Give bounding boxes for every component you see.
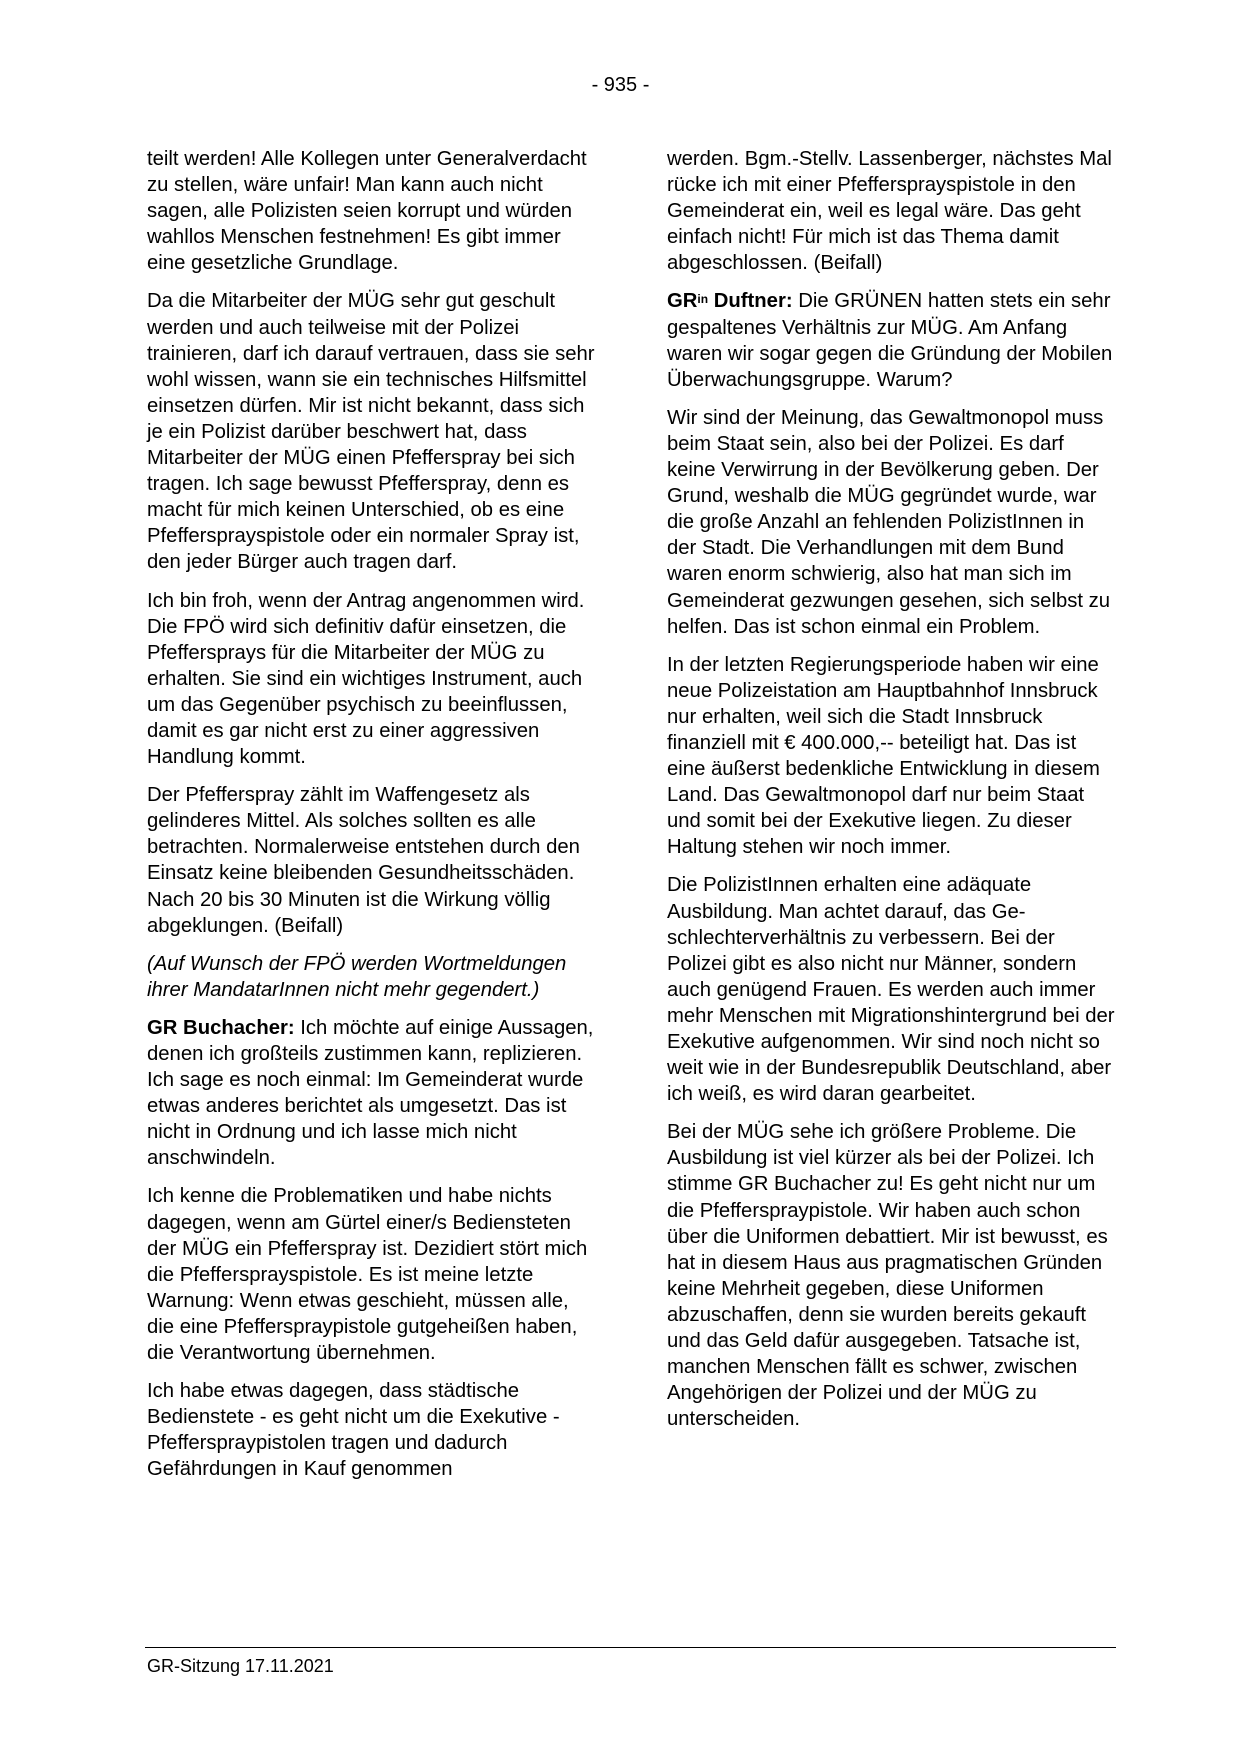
speaker-name bbox=[667, 290, 793, 312]
paragraph: Da die Mitarbeiter der MÜG sehr gut geschult werden und auch teilweise mit der Polizei trainieren, darf ich darauf vertrauen, dass sie sehr wohl wissen, wann sie ein technisches Hilfsmittel einsetzen dürfen. Mir ist nicht bekannt, dass sich je ein Polizist darüber beschwert hat, dass Mitarbeiter der MÜG einen Pfefferspray bei sich tragen. Ich sage bewusst Pfefferspray, denn es macht für mich keinen Unterschied, ob es eine Pfeffersprayspistole oder ein normaler Spray ist, den jeder Bürger auch tragen darf. bbox=[147, 290, 595, 574]
editorial-note: (Auf Wunsch der FPÖ werden Wortmeldungen ihrer MandatarInnen nicht mehr gegendert.) bbox=[147, 952, 567, 1001]
speech-paragraph bbox=[667, 288, 1115, 392]
speech-text: Die GRÜNEN hatten stets ein sehr gespaltenes Verhältnis zur MÜG. Am Anfang waren wir sogar gegen die Gründung der Mobilen Überwachungsgruppe. Warum? bbox=[667, 290, 1113, 391]
left-column bbox=[147, 146, 595, 1495]
speaker-surname: Duftner: bbox=[708, 290, 793, 313]
speaker-prefix: GR bbox=[667, 290, 698, 313]
paragraph: Bei der MÜG sehe ich größere Probleme. Die Ausbildung ist viel kürzer als bei der Polizei. Ich stimme GR Buchacher zu! Es geht nicht nur um die Pfefferspraypistole. Wir haben auch schon über die Uniformen debattiert. Mir ist bewusst, es hat in diesem Haus aus pragmatischen Gründen keine Mehrheit gegeben, diese Uniformen abzuschaffen, denn sie wurden bereits gekauft und das Geld dafür ausgegeben. Tatsache ist, manchen Menschen fällt es schwer, zwischen Angehörigen der Polizei und der MÜG zu unterscheiden. bbox=[667, 1121, 1108, 1431]
footer-session-date: GR-Sitzung 17.11.2021 bbox=[147, 1656, 334, 1676]
footer-divider bbox=[145, 1647, 1116, 1648]
paragraph: Der Pfefferspray zählt im Waffengesetz als gelinderes Mittel. Als solches sollten es alle betrachten. Normalerweise entstehen durch den Einsatz keine bleibenden Gesundheitsschäden. Nach 20 bis 30 Minuten ist die Wirkung völlig abgeklungen. (Beifall) bbox=[147, 784, 580, 937]
right-column bbox=[667, 146, 1115, 1444]
speech-paragraph bbox=[147, 1015, 595, 1172]
paragraph: Wir sind der Meinung, das Gewaltmonopol muss beim Staat sein, also bei der Polizei. Es darf keine Verwirrung in der Bevölkerung geben. Der Grund, weshalb die MÜG gegründet wurde, war die große Anzahl an fehlenden PolizistInnen in der Stadt. Die Verhandlungen mit dem Bund waren enorm schwierig, also hat man sich im Gemeinderat gezwungen gesehen, sich selbst zu helfen. Das ist schon einmal ein Problem. bbox=[667, 406, 1111, 638]
paragraph: Ich bin froh, wenn der Antrag angenommen wird. Die FPÖ wird sich definitiv dafür einsetzen, die Pfeffersprays für die Mitarbeiter der MÜG zu erhalten. Sie sind ein wichtiges Instrument, auch um das Gegenüber psychisch zu beeinflussen, damit es gar nicht erst zu einer aggressiven Handlung kommt. bbox=[147, 589, 585, 769]
paragraph: Ich kenne die Problematiken und habe nichts dagegen, wenn am Gürtel einer/s Bediensteten der MÜG ein Pfefferspray ist. Dezidiert stört mich die Pfeffersprayspistole. Es ist meine letzte Warnung: Wenn etwas geschieht, müssen alle, die eine Pfefferspraypistole gutgeheißen haben, die Verantwortung übernehmen. bbox=[147, 1185, 588, 1365]
paragraph: In der letzten Regierungsperiode haben wir eine neue Polizeistation am Hauptbahnhof Innsbruck nur erhalten, weil sich die Stadt Innsbruck finanziell mit € 400.000,-- beteiligt hat. Das ist eine äußerst bedenkliche Entwicklung in diesem Land. Das Gewaltmonopol darf nur beim Staat und somit bei der Exekutive liegen. Zu dieser Haltung stehen wir noch immer. bbox=[667, 653, 1100, 859]
paragraph: teilt werden! Alle Kollegen unter Generalverdacht zu stellen, wäre unfair! Man kann auch nicht sagen, alle Polizisten seien korrupt und würden wahllos Menschen festnehmen! Es gibt immer eine gesetzliche Grundlage. bbox=[147, 148, 587, 275]
speech-text: Ich möchte auf einige Aussagen, denen ich großteils zustimmen kann, replizieren. Ich sage es noch einmal: Im Gemeinderat wurde etwas anderes berichtet als umgesetzt. Das ist nicht in Ordnung und ich lasse mich nicht anschwindeln. bbox=[147, 1016, 594, 1170]
paragraph: werden. Bgm.-Stellv. Lassenberger, nächstes Mal rücke ich mit einer Pfeffersprayspistole in den Gemeinderat ein, weil es legal wäre. Das geht einfach nicht! Für mich ist das Thema damit abgeschlossen. (Beifall) bbox=[667, 148, 1112, 275]
speaker-name: GR Buchacher: bbox=[147, 1016, 295, 1039]
page-number: - 935 - bbox=[591, 74, 650, 96]
paragraph: Die PolizistInnen erhalten eine adäquate Ausbildung. Man achtet darauf, das Geschlechterverhältnis zu verbessern. Bei der Polizei gibt es also nicht nur Männer, sondern auch genügend Frauen. Es werden auch immer mehr Menschen mit Migrationshintergrund bei der Exekutive aufgenommen. Wir sind noch nicht so weit wie in der Bundesrepublik Deutschland, aber ich weiß, es wird daran gearbeitet. bbox=[667, 874, 1115, 1106]
speaker-superscript: in bbox=[697, 292, 709, 307]
paragraph: Ich habe etwas dagegen, dass städtische Bedienstete - es geht nicht um die Exekutive - Pfefferspraypistolen tragen und dadurch Gefährdungen in Kauf genommen bbox=[147, 1380, 560, 1481]
